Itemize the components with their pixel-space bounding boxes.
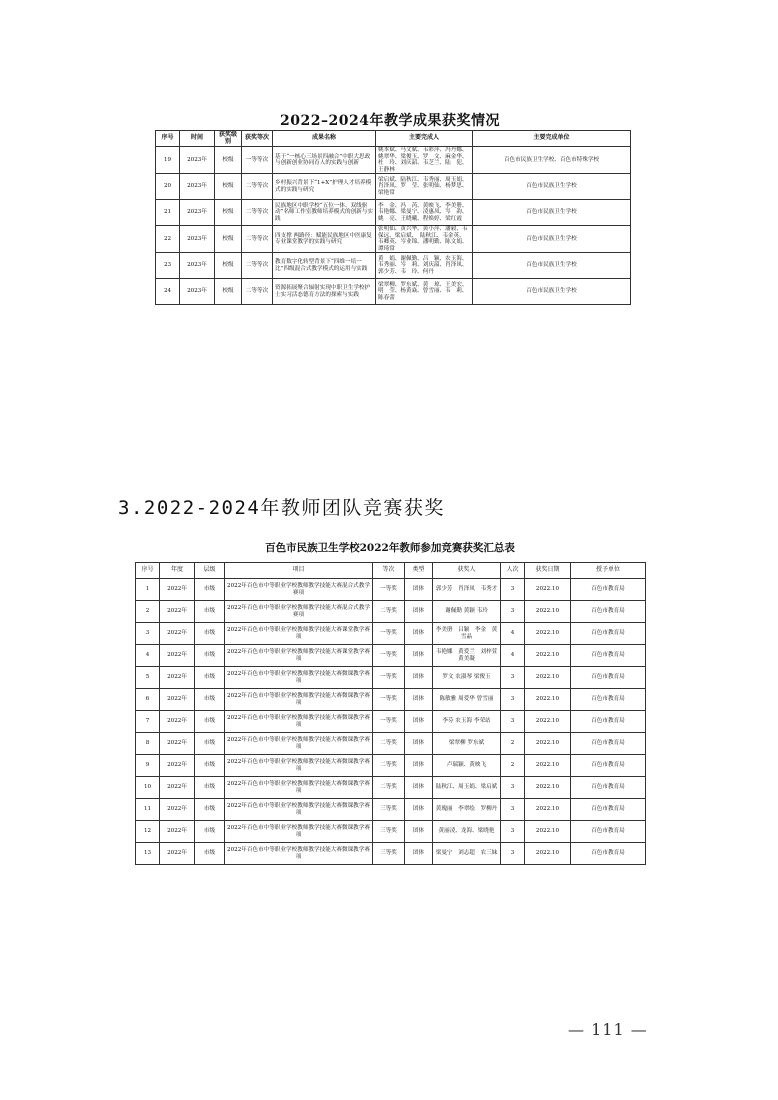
cell-project: 2022年百色市中等职业学校教师教学技能大赛微课教学赛项 xyxy=(225,667,373,689)
cell-level: 校级 xyxy=(215,226,242,253)
header-cell: 时间 xyxy=(180,131,215,147)
header-cell: 获奖等次 xyxy=(242,131,273,147)
cell-winners: 陆秋江、周玉娟、梁启斌 xyxy=(433,777,501,799)
cell-no: 19 xyxy=(156,147,180,174)
cell-type: 团体 xyxy=(405,667,433,689)
cell-year: 2022年 xyxy=(160,711,195,733)
cell-date: 2022.10 xyxy=(525,601,571,623)
cell-people: 张明仙、黄兴华、黄小萍、潘毅、韦保远、梁启斌、 陆秋江、韦金英、韦卿英、岑业锦、潘明勤、陈文娟、谭琦常 xyxy=(376,226,473,253)
cell-level: 市级 xyxy=(195,821,225,843)
cell-count: 4 xyxy=(501,645,525,667)
cell-org: 百色市教育局 xyxy=(571,601,646,623)
header-cell: 主要完成人 xyxy=(376,131,473,147)
cell-people: 姚本斌、马文斌、韦彩萍、冯丹娜、姚翠华、梁俊玉、罗 文、麻金华、 杜 玲、刘庆韶、韦芝兰、陆 犯、王静林 xyxy=(376,147,473,174)
section-heading: 3.2022-2024年教师团队竞赛获奖 xyxy=(118,497,445,519)
cell-year: 2022年 xyxy=(160,689,195,711)
cell-grade: 一等等次 xyxy=(242,147,273,174)
cell-no: 2 xyxy=(136,601,160,623)
cell-year: 2022年 xyxy=(160,579,195,601)
cell-unit: 百色市民族卫生学校 xyxy=(473,174,631,200)
cell-count: 3 xyxy=(501,777,525,799)
table-row xyxy=(136,601,646,623)
cell-date: 2022.10 xyxy=(525,733,571,755)
table-row xyxy=(136,733,646,755)
cell-org: 百色市教育局 xyxy=(571,579,646,601)
cell-year: 2023年 xyxy=(180,174,215,200)
cell-year: 2023年 xyxy=(180,200,215,226)
cell-people: 梁翠柳、罗东斌、黄 琼、王美宏、明 莹、杨黄焱、曾雪丽、韦 莉、陈春蕾 xyxy=(376,279,473,305)
table-row xyxy=(156,279,631,305)
table-row xyxy=(136,689,646,711)
header-cell: 序号 xyxy=(156,131,180,147)
cell-level: 市级 xyxy=(195,843,225,865)
cell-grade: 一等奖 xyxy=(373,711,405,733)
cell-type: 团体 xyxy=(405,645,433,667)
cell-winners: 谢佩勤 黄颖 韦玲 xyxy=(433,601,501,623)
cell-year: 2023年 xyxy=(180,279,215,305)
page-number: — 111 — xyxy=(568,1020,648,1039)
cell-grade: 一等奖 xyxy=(373,645,405,667)
cell-type: 团体 xyxy=(405,623,433,645)
table1-header-row xyxy=(156,131,631,147)
cell-level: 校级 xyxy=(215,147,242,174)
cell-count: 3 xyxy=(501,799,525,821)
cell-org: 百色市教育局 xyxy=(571,755,646,777)
cell-date: 2022.10 xyxy=(525,799,571,821)
cell-org: 百色市教育局 xyxy=(571,733,646,755)
cell-winners: 韦艳娜 黄爱兰 刘梓萱 黄美凝 xyxy=(433,645,501,667)
cell-grade: 二等等次 xyxy=(242,279,273,305)
cell-name: 四支撑 两路径：赋能民族地区中医康复专业课堂教学的实践与研究 xyxy=(273,226,376,253)
cell-org: 百色市教育局 xyxy=(571,711,646,733)
header-cell: 人次 xyxy=(501,563,525,579)
table-row xyxy=(136,799,646,821)
cell-org: 百色市教育局 xyxy=(571,645,646,667)
cell-grade: 三等奖 xyxy=(373,821,405,843)
cell-no: 13 xyxy=(136,843,160,865)
header-cell: 授予单位 xyxy=(571,563,646,579)
header-cell: 主要完成单位 xyxy=(473,131,631,147)
cell-level: 市级 xyxy=(195,777,225,799)
table-row xyxy=(136,623,646,645)
cell-year: 2022年 xyxy=(160,755,195,777)
achievement-awards-table xyxy=(155,130,631,305)
cell-people: 梁启斌、陆秋江、韦秀丽、周玉娟、肖泽凤、罗 莹、张明仙、杨梦思、梁艳常 xyxy=(376,174,473,200)
cell-grade: 一等奖 xyxy=(373,579,405,601)
cell-no: 5 xyxy=(136,667,160,689)
cell-grade: 三等奖 xyxy=(373,843,405,865)
cell-type: 团体 xyxy=(405,843,433,865)
cell-people: 黄 娟、谢佩勤、吕 颖、农玉海、韦秀丽、岑 莉、刘庆韶、肖泽凤、郭少芳、韦 玲、何丹 xyxy=(376,253,473,279)
cell-date: 2022.10 xyxy=(525,821,571,843)
table-row xyxy=(136,777,646,799)
cell-type: 团体 xyxy=(405,755,433,777)
cell-grade: 三等奖 xyxy=(373,799,405,821)
cell-year: 2022年 xyxy=(160,667,195,689)
cell-date: 2022.10 xyxy=(525,623,571,645)
cell-count: 3 xyxy=(501,601,525,623)
cell-grade: 二等奖 xyxy=(373,777,405,799)
cell-project: 2022年百色市中等职业学校教师教学技能大赛微课教学赛项 xyxy=(225,755,373,777)
cell-project: 2022年百色市中等职业学校教师教学技能大赛混合式教学赛项 xyxy=(225,601,373,623)
header-cell: 获奖级别 xyxy=(215,131,242,147)
cell-date: 2022.10 xyxy=(525,579,571,601)
cell-year: 2022年 xyxy=(160,645,195,667)
cell-no: 11 xyxy=(136,799,160,821)
cell-date: 2022.10 xyxy=(525,689,571,711)
cell-project: 2022年百色市中等职业学校教师教学技能大赛课堂教学赛项 xyxy=(225,645,373,667)
cell-level: 市级 xyxy=(195,601,225,623)
cell-project: 2022年百色市中等职业学校教师教学技能大赛微课教学赛项 xyxy=(225,821,373,843)
cell-name: 资源拓展聚合辐射实现中职卫生学校护士实习活态德育方法的探索与实践 xyxy=(273,279,376,305)
table-row xyxy=(136,711,646,733)
cell-type: 团体 xyxy=(405,799,433,821)
cell-grade: 二等等次 xyxy=(242,174,273,200)
header-cell: 等次 xyxy=(373,563,405,579)
cell-no: 21 xyxy=(156,200,180,226)
cell-level: 市级 xyxy=(195,667,225,689)
cell-count: 3 xyxy=(501,579,525,601)
cell-count: 3 xyxy=(501,711,525,733)
cell-level: 市级 xyxy=(195,733,225,755)
cell-no: 12 xyxy=(136,821,160,843)
cell-no: 7 xyxy=(136,711,160,733)
cell-year: 2022年 xyxy=(160,821,195,843)
header-cell: 年度 xyxy=(160,563,195,579)
cell-winners: 梁翠柳 罗东斌 xyxy=(433,733,501,755)
header-cell: 获奖人 xyxy=(433,563,501,579)
cell-no: 20 xyxy=(156,174,180,200)
cell-project: 2022年百色市中等职业学校教师教学技能大赛微课教学赛项 xyxy=(225,799,373,821)
cell-level: 市级 xyxy=(195,623,225,645)
cell-no: 6 xyxy=(136,689,160,711)
cell-org: 百色市教育局 xyxy=(571,689,646,711)
cell-level: 市级 xyxy=(195,689,225,711)
table-row xyxy=(156,226,631,253)
cell-project: 2022年百色市中等职业学校教师教学技能大赛微课教学赛项 xyxy=(225,843,373,865)
cell-count: 3 xyxy=(501,689,525,711)
table-row xyxy=(136,821,646,843)
cell-level: 校级 xyxy=(215,174,242,200)
cell-winners: 郭少芳 肖泽凤 韦秀才 xyxy=(433,579,501,601)
cell-project: 2022年百色市中等职业学校教师教学技能大赛微课教学赛项 xyxy=(225,733,373,755)
cell-year: 2022年 xyxy=(160,843,195,865)
table-row xyxy=(136,667,646,689)
cell-type: 团体 xyxy=(405,777,433,799)
table2-header-row xyxy=(136,563,646,579)
cell-level: 校级 xyxy=(215,200,242,226)
cell-year: 2022年 xyxy=(160,623,195,645)
cell-name: 乡村振兴背景下“1+X”护理人才培养模式的实践与研究 xyxy=(273,174,376,200)
cell-grade: 二等奖 xyxy=(373,601,405,623)
table-row xyxy=(136,645,646,667)
cell-winners: 李芬 农玉海 李荣站 xyxy=(433,711,501,733)
cell-unit: 百色市民族卫生学校 xyxy=(473,279,631,305)
cell-project: 2022年百色市中等职业学校教师教学技能大赛混合式教学赛项 xyxy=(225,579,373,601)
cell-year: 2022年 xyxy=(160,777,195,799)
cell-count: 3 xyxy=(501,821,525,843)
table-row xyxy=(136,843,646,865)
table1-title: 2022–2024年教学成果获奖情况 xyxy=(280,113,500,129)
cell-year: 2023年 xyxy=(180,253,215,279)
cell-project: 2022年百色市中等职业学校教师教学技能大赛微课教学赛项 xyxy=(225,777,373,799)
cell-winners: 梁曼宁 刘志超 农三妹 xyxy=(433,843,501,865)
cell-project: 2022年百色市中等职业学校教师教学技能大赛微课教学赛项 xyxy=(225,689,373,711)
cell-no: 3 xyxy=(136,623,160,645)
cell-name: 基于“一核心三场景四融合”中职大思政与创新创业协同育人的实践与创新 xyxy=(273,147,376,174)
cell-project: 2022年百色市中等职业学校教师教学技能大赛微课教学赛项 xyxy=(225,711,373,733)
cell-grade: 一等奖 xyxy=(373,667,405,689)
cell-org: 百色市教育局 xyxy=(571,843,646,865)
cell-no: 10 xyxy=(136,777,160,799)
cell-org: 百色市教育局 xyxy=(571,799,646,821)
cell-date: 2022.10 xyxy=(525,667,571,689)
cell-people: 李 金、冯 芮、黄映飞、李美册、韦艳娜、梁曼宁、凌惠凤、岑 韵、姚 亮、王晓曦、程焕婷、梁红霞 xyxy=(376,200,473,226)
cell-type: 团体 xyxy=(405,821,433,843)
competition-awards-table xyxy=(135,562,646,865)
cell-unit: 百色市民族卫生学校 xyxy=(473,200,631,226)
cell-date: 2022.10 xyxy=(525,755,571,777)
table-row xyxy=(156,147,631,174)
cell-date: 2022.10 xyxy=(525,777,571,799)
cell-winners: 黄瑰丽 李翠绘 罗柳丹 xyxy=(433,799,501,821)
cell-level: 校级 xyxy=(215,279,242,305)
cell-type: 团体 xyxy=(405,733,433,755)
header-cell: 序号 xyxy=(136,563,160,579)
cell-date: 2022.10 xyxy=(525,645,571,667)
cell-type: 团体 xyxy=(405,689,433,711)
table-row xyxy=(136,579,646,601)
header-cell: 成果名称 xyxy=(273,131,376,147)
cell-winners: 卢瑞颖、黄映飞 xyxy=(433,755,501,777)
table-row xyxy=(156,200,631,226)
cell-type: 团体 xyxy=(405,711,433,733)
cell-winners: 陈敏雅 周爱华 曾雪丽 xyxy=(433,689,501,711)
cell-name: 民族地区中职学校“五位一体、双线驱动”名师工作室教师培养模式的创新与实践 xyxy=(273,200,376,226)
cell-grade: 一等奖 xyxy=(373,623,405,645)
cell-unit: 百色市民族卫生学校 xyxy=(473,226,631,253)
cell-date: 2022.10 xyxy=(525,843,571,865)
header-cell: 获奖日期 xyxy=(525,563,571,579)
cell-count: 2 xyxy=(501,733,525,755)
cell-count: 3 xyxy=(501,667,525,689)
header-cell: 类型 xyxy=(405,563,433,579)
cell-no: 9 xyxy=(136,755,160,777)
cell-type: 团体 xyxy=(405,601,433,623)
cell-year: 2022年 xyxy=(160,733,195,755)
cell-grade: 二等奖 xyxy=(373,733,405,755)
cell-year: 2023年 xyxy=(180,147,215,174)
cell-name: 教育数字化转型背景下“四维一培一比”四级混合式教学模式的运用与实践 xyxy=(273,253,376,279)
cell-grade: 一等奖 xyxy=(373,689,405,711)
cell-level: 市级 xyxy=(195,645,225,667)
header-cell: 层级 xyxy=(195,563,225,579)
header-cell: 项目 xyxy=(225,563,373,579)
cell-date: 2022.10 xyxy=(525,711,571,733)
cell-year: 2023年 xyxy=(180,226,215,253)
cell-unit: 百色市民族卫生学校 xyxy=(473,253,631,279)
table-row xyxy=(156,253,631,279)
cell-level: 校级 xyxy=(215,253,242,279)
cell-type: 团体 xyxy=(405,579,433,601)
cell-grade: 二等等次 xyxy=(242,253,273,279)
cell-level: 市级 xyxy=(195,579,225,601)
cell-count: 3 xyxy=(501,843,525,865)
cell-winners: 黄丽凌、龙海、梁晓艳 xyxy=(433,821,501,843)
cell-year: 2022年 xyxy=(160,799,195,821)
cell-count: 4 xyxy=(501,623,525,645)
cell-no: 24 xyxy=(156,279,180,305)
table-row xyxy=(136,755,646,777)
cell-org: 百色市教育局 xyxy=(571,777,646,799)
cell-count: 2 xyxy=(501,755,525,777)
cell-grade: 二等奖 xyxy=(373,755,405,777)
cell-level: 市级 xyxy=(195,799,225,821)
cell-year: 2022年 xyxy=(160,601,195,623)
cell-no: 4 xyxy=(136,645,160,667)
cell-level: 市级 xyxy=(195,711,225,733)
table2-title: 百色市民族卫生学校2022年教师参加竞赛获奖汇总表 xyxy=(265,542,515,554)
cell-unit: 百色市民族卫生学校、百色市特殊学校 xyxy=(473,147,631,174)
cell-org: 百色市教育局 xyxy=(571,623,646,645)
cell-level: 市级 xyxy=(195,755,225,777)
cell-no: 1 xyxy=(136,579,160,601)
cell-grade: 二等等次 xyxy=(242,226,273,253)
cell-no: 8 xyxy=(136,733,160,755)
cell-grade: 二等等次 xyxy=(242,200,273,226)
cell-project: 2022年百色市中等职业学校教师教学技能大赛课堂教学赛项 xyxy=(225,623,373,645)
cell-winners: 李美册 吕颖 李金 黄雪晶 xyxy=(433,623,501,645)
cell-no: 22 xyxy=(156,226,180,253)
cell-org: 百色市教育局 xyxy=(571,821,646,843)
cell-no: 23 xyxy=(156,253,180,279)
cell-org: 百色市教育局 xyxy=(571,667,646,689)
cell-winners: 罗文 农淑琴 梁俊玉 xyxy=(433,667,501,689)
table-row xyxy=(156,174,631,200)
